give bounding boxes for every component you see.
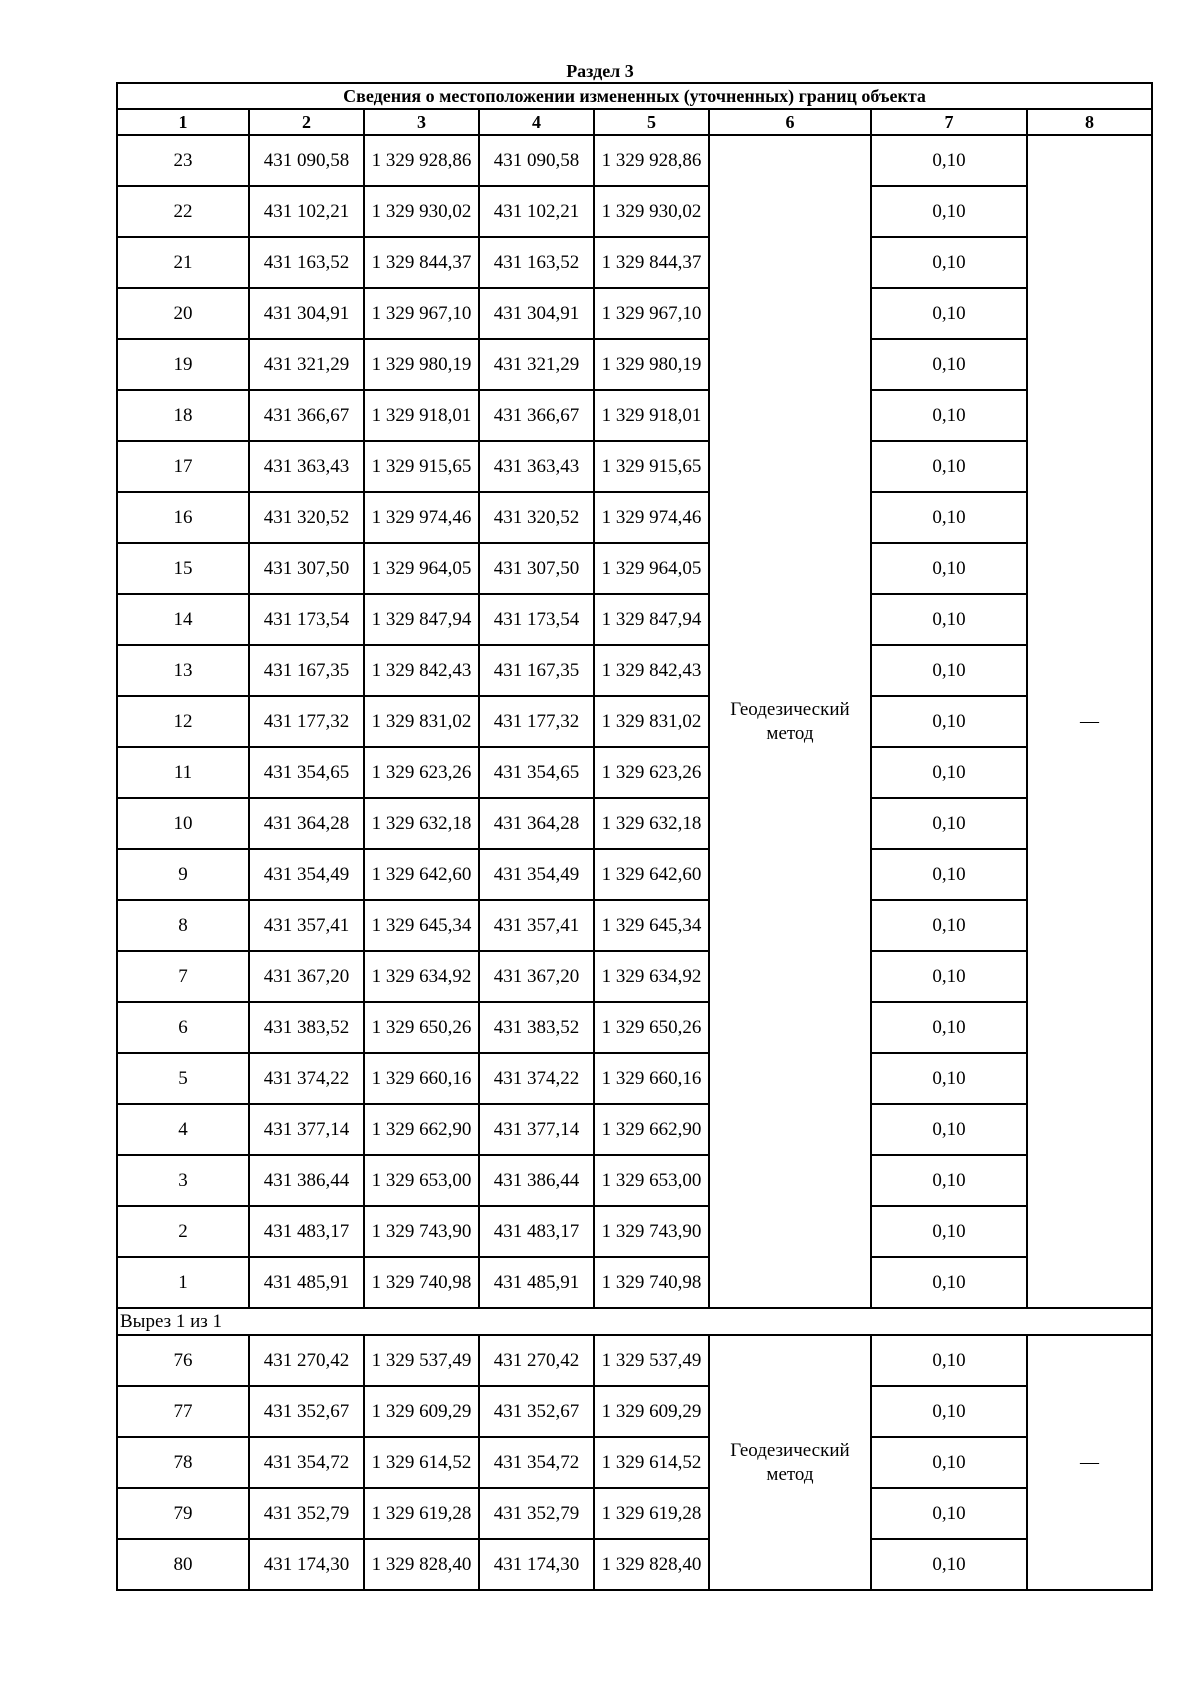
- accuracy-cell: 0,10: [871, 594, 1027, 645]
- column-header: 7: [871, 109, 1027, 135]
- coordinate-y-cell: 1 329 930,02: [594, 186, 709, 237]
- coordinate-y-cell: 1 329 974,46: [594, 492, 709, 543]
- point-number-cell: 18: [117, 390, 249, 441]
- coordinate-x-cell: 431 357,41: [249, 900, 364, 951]
- point-number-cell: 76: [117, 1335, 249, 1386]
- point-number-cell: 22: [117, 186, 249, 237]
- coordinate-y-cell: 1 329 980,19: [364, 339, 479, 390]
- coordinate-y-cell: 1 329 847,94: [364, 594, 479, 645]
- coordinate-x-cell: 431 366,67: [479, 390, 594, 441]
- coordinate-y-cell: 1 329 660,16: [364, 1053, 479, 1104]
- coordinate-x-cell: 431 483,17: [249, 1206, 364, 1257]
- point-number-cell: 19: [117, 339, 249, 390]
- coordinate-x-cell: 431 364,28: [479, 798, 594, 849]
- coordinate-y-cell: 1 329 537,49: [594, 1335, 709, 1386]
- accuracy-cell: 0,10: [871, 798, 1027, 849]
- coordinate-x-cell: 431 352,79: [479, 1488, 594, 1539]
- coordinate-y-cell: 1 329 915,65: [594, 441, 709, 492]
- point-number-cell: 23: [117, 135, 249, 186]
- column-header: 6: [709, 109, 871, 135]
- coordinate-y-cell: 1 329 623,26: [594, 747, 709, 798]
- accuracy-cell: 0,10: [871, 1488, 1027, 1539]
- point-number-cell: 3: [117, 1155, 249, 1206]
- coordinate-y-cell: 1 329 743,90: [594, 1206, 709, 1257]
- coordinate-x-cell: 431 321,29: [479, 339, 594, 390]
- table-row: [117, 951, 1152, 1002]
- coordinate-x-cell: 431 354,72: [249, 1437, 364, 1488]
- coordinate-y-cell: 1 329 831,02: [594, 696, 709, 747]
- coordinate-x-cell: 431 352,79: [249, 1488, 364, 1539]
- method-cell: Геодезический метод: [709, 1335, 871, 1590]
- coordinate-x-cell: 431 374,22: [479, 1053, 594, 1104]
- coordinate-y-cell: 1 329 967,10: [364, 288, 479, 339]
- coordinate-x-cell: 431 377,14: [479, 1104, 594, 1155]
- coordinate-y-cell: 1 329 967,10: [594, 288, 709, 339]
- coordinate-x-cell: 431 352,67: [479, 1386, 594, 1437]
- coordinate-x-cell: 431 167,35: [479, 645, 594, 696]
- table-row: [117, 492, 1152, 543]
- accuracy-cell: 0,10: [871, 747, 1027, 798]
- column-header: 4: [479, 109, 594, 135]
- coordinate-x-cell: 431 304,91: [479, 288, 594, 339]
- point-number-cell: 11: [117, 747, 249, 798]
- coordinate-y-cell: 1 329 928,86: [594, 135, 709, 186]
- coordinate-x-cell: 431 485,91: [479, 1257, 594, 1308]
- coordinate-y-cell: 1 329 974,46: [364, 492, 479, 543]
- column-header: 2: [249, 109, 364, 135]
- boundary-table: [116, 82, 1153, 1591]
- accuracy-cell: 0,10: [871, 900, 1027, 951]
- table-row: [117, 1155, 1152, 1206]
- coordinate-x-cell: 431 364,28: [249, 798, 364, 849]
- coordinate-x-cell: 431 354,72: [479, 1437, 594, 1488]
- table-row: [117, 1386, 1152, 1437]
- column-header: 1: [117, 109, 249, 135]
- point-number-cell: 21: [117, 237, 249, 288]
- coordinate-x-cell: 431 320,52: [479, 492, 594, 543]
- table-row: [117, 1206, 1152, 1257]
- accuracy-cell: 0,10: [871, 1155, 1027, 1206]
- subheader-cell: Вырез 1 из 1: [117, 1308, 1152, 1335]
- coordinate-x-cell: 431 367,20: [479, 951, 594, 1002]
- coordinate-x-cell: 431 483,17: [479, 1206, 594, 1257]
- coordinate-y-cell: 1 329 918,01: [364, 390, 479, 441]
- coordinate-y-cell: 1 329 653,00: [594, 1155, 709, 1206]
- coordinate-x-cell: 431 163,52: [249, 237, 364, 288]
- table-row: [117, 543, 1152, 594]
- point-number-cell: 77: [117, 1386, 249, 1437]
- coordinate-y-cell: 1 329 653,00: [364, 1155, 479, 1206]
- coordinate-x-cell: 431 270,42: [249, 1335, 364, 1386]
- accuracy-cell: 0,10: [871, 1257, 1027, 1308]
- coordinate-y-cell: 1 329 842,43: [594, 645, 709, 696]
- table-row: [117, 390, 1152, 441]
- coordinate-x-cell: 431 173,54: [249, 594, 364, 645]
- coordinate-x-cell: 431 102,21: [249, 186, 364, 237]
- table-row: [117, 1257, 1152, 1308]
- accuracy-cell: 0,10: [871, 1437, 1027, 1488]
- accuracy-cell: 0,10: [871, 135, 1027, 186]
- point-number-cell: 5: [117, 1053, 249, 1104]
- table-row: [117, 237, 1152, 288]
- table-row: [117, 696, 1152, 747]
- point-number-cell: 7: [117, 951, 249, 1002]
- point-number-cell: 79: [117, 1488, 249, 1539]
- accuracy-cell: 0,10: [871, 237, 1027, 288]
- coordinate-y-cell: 1 329 619,28: [594, 1488, 709, 1539]
- accuracy-cell: 0,10: [871, 441, 1027, 492]
- accuracy-cell: 0,10: [871, 186, 1027, 237]
- coordinate-x-cell: 431 321,29: [249, 339, 364, 390]
- coordinate-y-cell: 1 329 740,98: [364, 1257, 479, 1308]
- table-row: [117, 1488, 1152, 1539]
- point-number-cell: 10: [117, 798, 249, 849]
- coordinate-x-cell: 431 174,30: [479, 1539, 594, 1590]
- coordinate-x-cell: 431 307,50: [479, 543, 594, 594]
- coordinate-x-cell: 431 173,54: [479, 594, 594, 645]
- point-number-cell: 13: [117, 645, 249, 696]
- coordinate-x-cell: 431 366,67: [249, 390, 364, 441]
- accuracy-cell: 0,10: [871, 1104, 1027, 1155]
- table-row: [117, 1539, 1152, 1590]
- point-number-cell: 78: [117, 1437, 249, 1488]
- accuracy-cell: 0,10: [871, 543, 1027, 594]
- coordinate-y-cell: 1 329 650,26: [364, 1002, 479, 1053]
- coordinate-y-cell: 1 329 623,26: [364, 747, 479, 798]
- coordinate-x-cell: 431 177,32: [249, 696, 364, 747]
- accuracy-cell: 0,10: [871, 492, 1027, 543]
- coordinate-x-cell: 431 386,44: [249, 1155, 364, 1206]
- column-header: 5: [594, 109, 709, 135]
- coordinate-x-cell: 431 377,14: [249, 1104, 364, 1155]
- coordinate-y-cell: 1 329 847,94: [594, 594, 709, 645]
- coordinate-y-cell: 1 329 964,05: [364, 543, 479, 594]
- coordinate-y-cell: 1 329 964,05: [594, 543, 709, 594]
- coordinate-x-cell: 431 374,22: [249, 1053, 364, 1104]
- coordinate-y-cell: 1 329 842,43: [364, 645, 479, 696]
- coordinate-x-cell: 431 270,42: [479, 1335, 594, 1386]
- table-row: [117, 1053, 1152, 1104]
- point-number-cell: 16: [117, 492, 249, 543]
- dash-cell: —: [1027, 135, 1152, 1308]
- table-row: [117, 1335, 1152, 1386]
- coordinate-y-cell: 1 329 662,90: [594, 1104, 709, 1155]
- table-row: [117, 798, 1152, 849]
- table-row: [117, 900, 1152, 951]
- point-number-cell: 6: [117, 1002, 249, 1053]
- accuracy-cell: 0,10: [871, 339, 1027, 390]
- coordinate-y-cell: 1 329 609,29: [594, 1386, 709, 1437]
- coordinate-y-cell: 1 329 632,18: [594, 798, 709, 849]
- coordinate-y-cell: 1 329 645,34: [594, 900, 709, 951]
- accuracy-cell: 0,10: [871, 288, 1027, 339]
- coordinate-x-cell: 431 363,43: [479, 441, 594, 492]
- coordinate-x-cell: 431 174,30: [249, 1539, 364, 1590]
- accuracy-cell: 0,10: [871, 1002, 1027, 1053]
- point-number-cell: 9: [117, 849, 249, 900]
- coordinate-x-cell: 431 167,35: [249, 645, 364, 696]
- coordinate-x-cell: 431 354,65: [249, 747, 364, 798]
- coordinate-x-cell: 431 177,32: [479, 696, 594, 747]
- coordinate-y-cell: 1 329 928,86: [364, 135, 479, 186]
- table-row: [117, 441, 1152, 492]
- coordinate-x-cell: 431 090,58: [249, 135, 364, 186]
- column-header: 3: [364, 109, 479, 135]
- coordinate-y-cell: 1 329 828,40: [364, 1539, 479, 1590]
- header-row: [117, 109, 1152, 135]
- coordinate-y-cell: 1 329 844,37: [364, 237, 479, 288]
- coordinate-x-cell: 431 307,50: [249, 543, 364, 594]
- coordinate-y-cell: 1 329 828,40: [594, 1539, 709, 1590]
- accuracy-cell: 0,10: [871, 849, 1027, 900]
- accuracy-cell: 0,10: [871, 696, 1027, 747]
- coordinate-y-cell: 1 329 609,29: [364, 1386, 479, 1437]
- coordinate-x-cell: 431 304,91: [249, 288, 364, 339]
- accuracy-cell: 0,10: [871, 1335, 1027, 1386]
- coordinate-y-cell: 1 329 915,65: [364, 441, 479, 492]
- coordinate-x-cell: 431 383,52: [479, 1002, 594, 1053]
- point-number-cell: 1: [117, 1257, 249, 1308]
- coordinate-y-cell: 1 329 740,98: [594, 1257, 709, 1308]
- coordinate-y-cell: 1 329 614,52: [594, 1437, 709, 1488]
- coordinate-y-cell: 1 329 831,02: [364, 696, 479, 747]
- coordinate-y-cell: 1 329 537,49: [364, 1335, 479, 1386]
- table-row: [117, 594, 1152, 645]
- coordinate-x-cell: 431 352,67: [249, 1386, 364, 1437]
- coordinate-y-cell: 1 329 634,92: [364, 951, 479, 1002]
- point-number-cell: 20: [117, 288, 249, 339]
- coordinate-y-cell: 1 329 650,26: [594, 1002, 709, 1053]
- coordinate-x-cell: 431 363,43: [249, 441, 364, 492]
- table-row: [117, 645, 1152, 696]
- point-number-cell: 14: [117, 594, 249, 645]
- coordinate-y-cell: 1 329 660,16: [594, 1053, 709, 1104]
- coordinate-y-cell: 1 329 619,28: [364, 1488, 479, 1539]
- table-row: [117, 288, 1152, 339]
- table-row: [117, 339, 1152, 390]
- coordinate-x-cell: 431 386,44: [479, 1155, 594, 1206]
- coordinate-x-cell: 431 090,58: [479, 135, 594, 186]
- accuracy-cell: 0,10: [871, 1053, 1027, 1104]
- table-row: [117, 1002, 1152, 1053]
- table-row: [117, 135, 1152, 186]
- coordinate-x-cell: 431 320,52: [249, 492, 364, 543]
- coordinate-x-cell: 431 357,41: [479, 900, 594, 951]
- coordinate-y-cell: 1 329 743,90: [364, 1206, 479, 1257]
- point-number-cell: 15: [117, 543, 249, 594]
- coordinate-x-cell: 431 367,20: [249, 951, 364, 1002]
- table-row: [117, 747, 1152, 798]
- coordinate-y-cell: 1 329 980,19: [594, 339, 709, 390]
- coordinate-x-cell: 431 163,52: [479, 237, 594, 288]
- table-row: [117, 186, 1152, 237]
- coordinate-x-cell: 431 383,52: [249, 1002, 364, 1053]
- accuracy-cell: 0,10: [871, 951, 1027, 1002]
- coordinate-x-cell: 431 354,65: [479, 747, 594, 798]
- coordinate-y-cell: 1 329 645,34: [364, 900, 479, 951]
- accuracy-cell: 0,10: [871, 1539, 1027, 1590]
- point-number-cell: 8: [117, 900, 249, 951]
- coordinate-y-cell: 1 329 614,52: [364, 1437, 479, 1488]
- coordinate-y-cell: 1 329 642,60: [364, 849, 479, 900]
- accuracy-cell: 0,10: [871, 645, 1027, 696]
- coordinate-y-cell: 1 329 844,37: [594, 237, 709, 288]
- section-title: Раздел 3: [566, 61, 634, 81]
- coordinate-x-cell: 431 354,49: [479, 849, 594, 900]
- point-number-cell: 12: [117, 696, 249, 747]
- coordinate-y-cell: 1 329 634,92: [594, 951, 709, 1002]
- point-number-cell: 2: [117, 1206, 249, 1257]
- accuracy-cell: 0,10: [871, 390, 1027, 441]
- point-number-cell: 80: [117, 1539, 249, 1590]
- coordinate-y-cell: 1 329 642,60: [594, 849, 709, 900]
- accuracy-cell: 0,10: [871, 1206, 1027, 1257]
- method-cell: Геодезический метод: [709, 135, 871, 1308]
- table-row: [117, 1104, 1152, 1155]
- dash-cell: —: [1027, 1335, 1152, 1590]
- table-row: [117, 849, 1152, 900]
- table-caption: Сведения о местоположении измененных (уточненных) границ объекта: [117, 83, 1152, 109]
- column-header: 8: [1027, 109, 1152, 135]
- coordinate-x-cell: 431 354,49: [249, 849, 364, 900]
- coordinate-y-cell: 1 329 662,90: [364, 1104, 479, 1155]
- coordinate-x-cell: 431 102,21: [479, 186, 594, 237]
- coordinate-y-cell: 1 329 632,18: [364, 798, 479, 849]
- coordinate-y-cell: 1 329 930,02: [364, 186, 479, 237]
- point-number-cell: 4: [117, 1104, 249, 1155]
- accuracy-cell: 0,10: [871, 1386, 1027, 1437]
- point-number-cell: 17: [117, 441, 249, 492]
- coordinate-x-cell: 431 485,91: [249, 1257, 364, 1308]
- subheader-row: [117, 1308, 1152, 1335]
- coordinate-y-cell: 1 329 918,01: [594, 390, 709, 441]
- table-row: [117, 1437, 1152, 1488]
